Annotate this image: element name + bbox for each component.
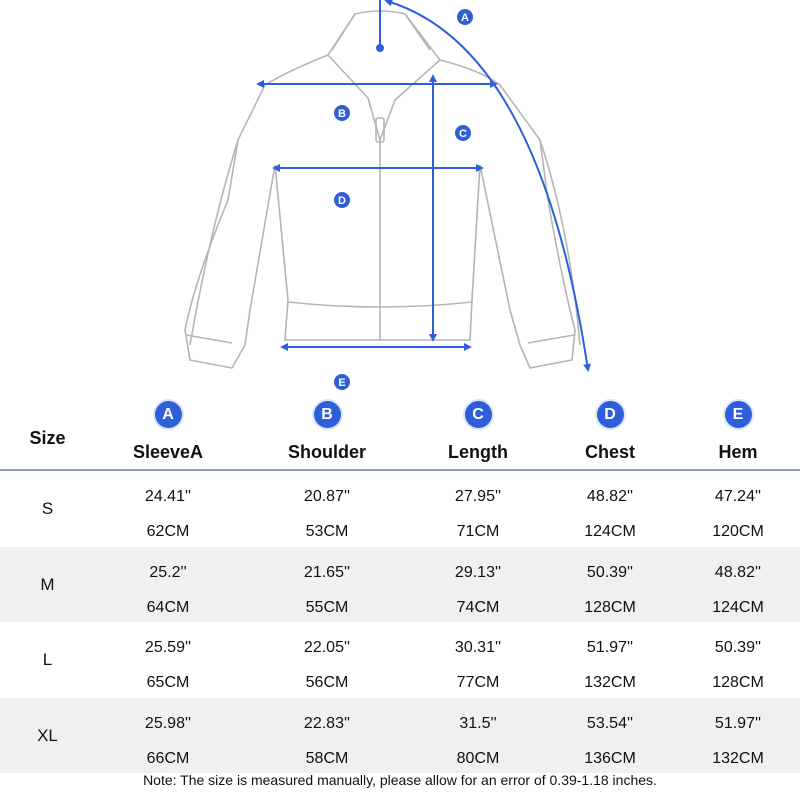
cm-value: 56CM xyxy=(305,674,349,691)
inch-value: 25.2'' xyxy=(149,563,187,581)
column-header-shoulder xyxy=(252,395,402,463)
cm-value: 65CM xyxy=(146,674,190,691)
column-title: Length xyxy=(448,442,508,462)
badge-d: D xyxy=(597,401,624,428)
badge-c: C xyxy=(465,401,492,428)
svg-text:D: D xyxy=(338,195,346,207)
cm-value: 128CM xyxy=(712,674,764,691)
cm-value: 58CM xyxy=(305,749,349,767)
inch-value: 21.65'' xyxy=(303,563,351,581)
inch-value: 25.59'' xyxy=(144,639,192,656)
svg-text:B: B xyxy=(338,108,346,120)
marker-a xyxy=(457,9,473,25)
table-row xyxy=(0,471,800,547)
inch-value: 24.41'' xyxy=(144,488,192,505)
table-row xyxy=(0,622,800,698)
cm-value: 128CM xyxy=(584,598,636,616)
cm-value: 136CM xyxy=(584,749,636,767)
badge-b: B xyxy=(314,401,341,428)
row-size-label: XL xyxy=(37,725,58,745)
column-header-hem xyxy=(663,395,800,463)
column-title: Shoulder xyxy=(287,442,366,462)
inch-value: 30.31'' xyxy=(454,639,502,656)
inch-value: 22.05'' xyxy=(303,639,351,656)
row-size-label: S xyxy=(41,499,54,518)
cm-value: 66CM xyxy=(146,749,190,767)
inch-value: 50.39'' xyxy=(714,639,762,656)
cm-value: 64CM xyxy=(146,598,190,616)
jacket-outline xyxy=(185,11,580,368)
jacket-illustration xyxy=(0,0,800,395)
inch-value: 25.98'' xyxy=(144,714,192,732)
table-body xyxy=(0,471,800,773)
collar-point xyxy=(376,44,384,52)
svg-text:C: C xyxy=(459,128,467,140)
inch-value: 27.95'' xyxy=(454,488,502,505)
badge-e: E xyxy=(725,401,752,428)
column-title: Chest xyxy=(584,442,635,462)
inch-value: 48.82'' xyxy=(586,488,634,505)
inch-value: 48.82'' xyxy=(714,563,762,581)
cm-value: 55CM xyxy=(305,598,349,616)
row-size-label: L xyxy=(42,650,53,669)
size-column-header: Size xyxy=(29,428,66,448)
cm-value: 71CM xyxy=(456,523,500,540)
cm-value: 132CM xyxy=(584,674,636,691)
cm-value: 124CM xyxy=(712,598,764,616)
column-title: SleeveA xyxy=(132,442,204,462)
table-header xyxy=(0,395,800,469)
inch-value: 22.83'' xyxy=(303,714,351,732)
marker-c xyxy=(455,125,471,141)
column-title: Hem xyxy=(718,442,758,462)
inch-value: 20.87'' xyxy=(303,488,351,505)
column-header-length xyxy=(403,395,553,463)
badge-a: A xyxy=(155,401,182,428)
marker-b xyxy=(334,105,350,121)
cm-value: 77CM xyxy=(456,674,500,691)
inch-value: 51.97'' xyxy=(714,714,762,732)
cm-value: 80CM xyxy=(456,749,500,767)
marker-e xyxy=(334,374,350,390)
row-size-label: M xyxy=(40,574,55,594)
inch-value: 50.39'' xyxy=(586,563,634,581)
marker-d xyxy=(334,192,350,208)
svg-text:A: A xyxy=(461,12,469,24)
inch-value: 31.5'' xyxy=(459,714,497,732)
inch-value: 53.54'' xyxy=(586,714,634,732)
cm-value: 62CM xyxy=(146,523,190,540)
inch-value: 47.24'' xyxy=(714,488,762,505)
inch-value: 29.13'' xyxy=(454,563,502,581)
table-row xyxy=(0,547,800,623)
cm-value: 74CM xyxy=(456,598,500,616)
cm-value: 120CM xyxy=(712,523,764,540)
cm-value: 124CM xyxy=(584,523,636,540)
cm-value: 132CM xyxy=(712,749,764,767)
diagram-markers xyxy=(334,9,473,390)
table-row xyxy=(0,698,800,774)
column-header-sleeve xyxy=(93,395,243,463)
size-table xyxy=(0,395,800,767)
jacket-diagram xyxy=(0,0,800,395)
measurement-note: Note: The size is measured manually, please allow for an error of 0.39-1.18 inches. xyxy=(143,772,657,788)
svg-text:E: E xyxy=(338,377,346,389)
cm-value: 53CM xyxy=(305,523,349,540)
inch-value: 51.97'' xyxy=(586,639,634,656)
measure-lines xyxy=(262,0,588,370)
